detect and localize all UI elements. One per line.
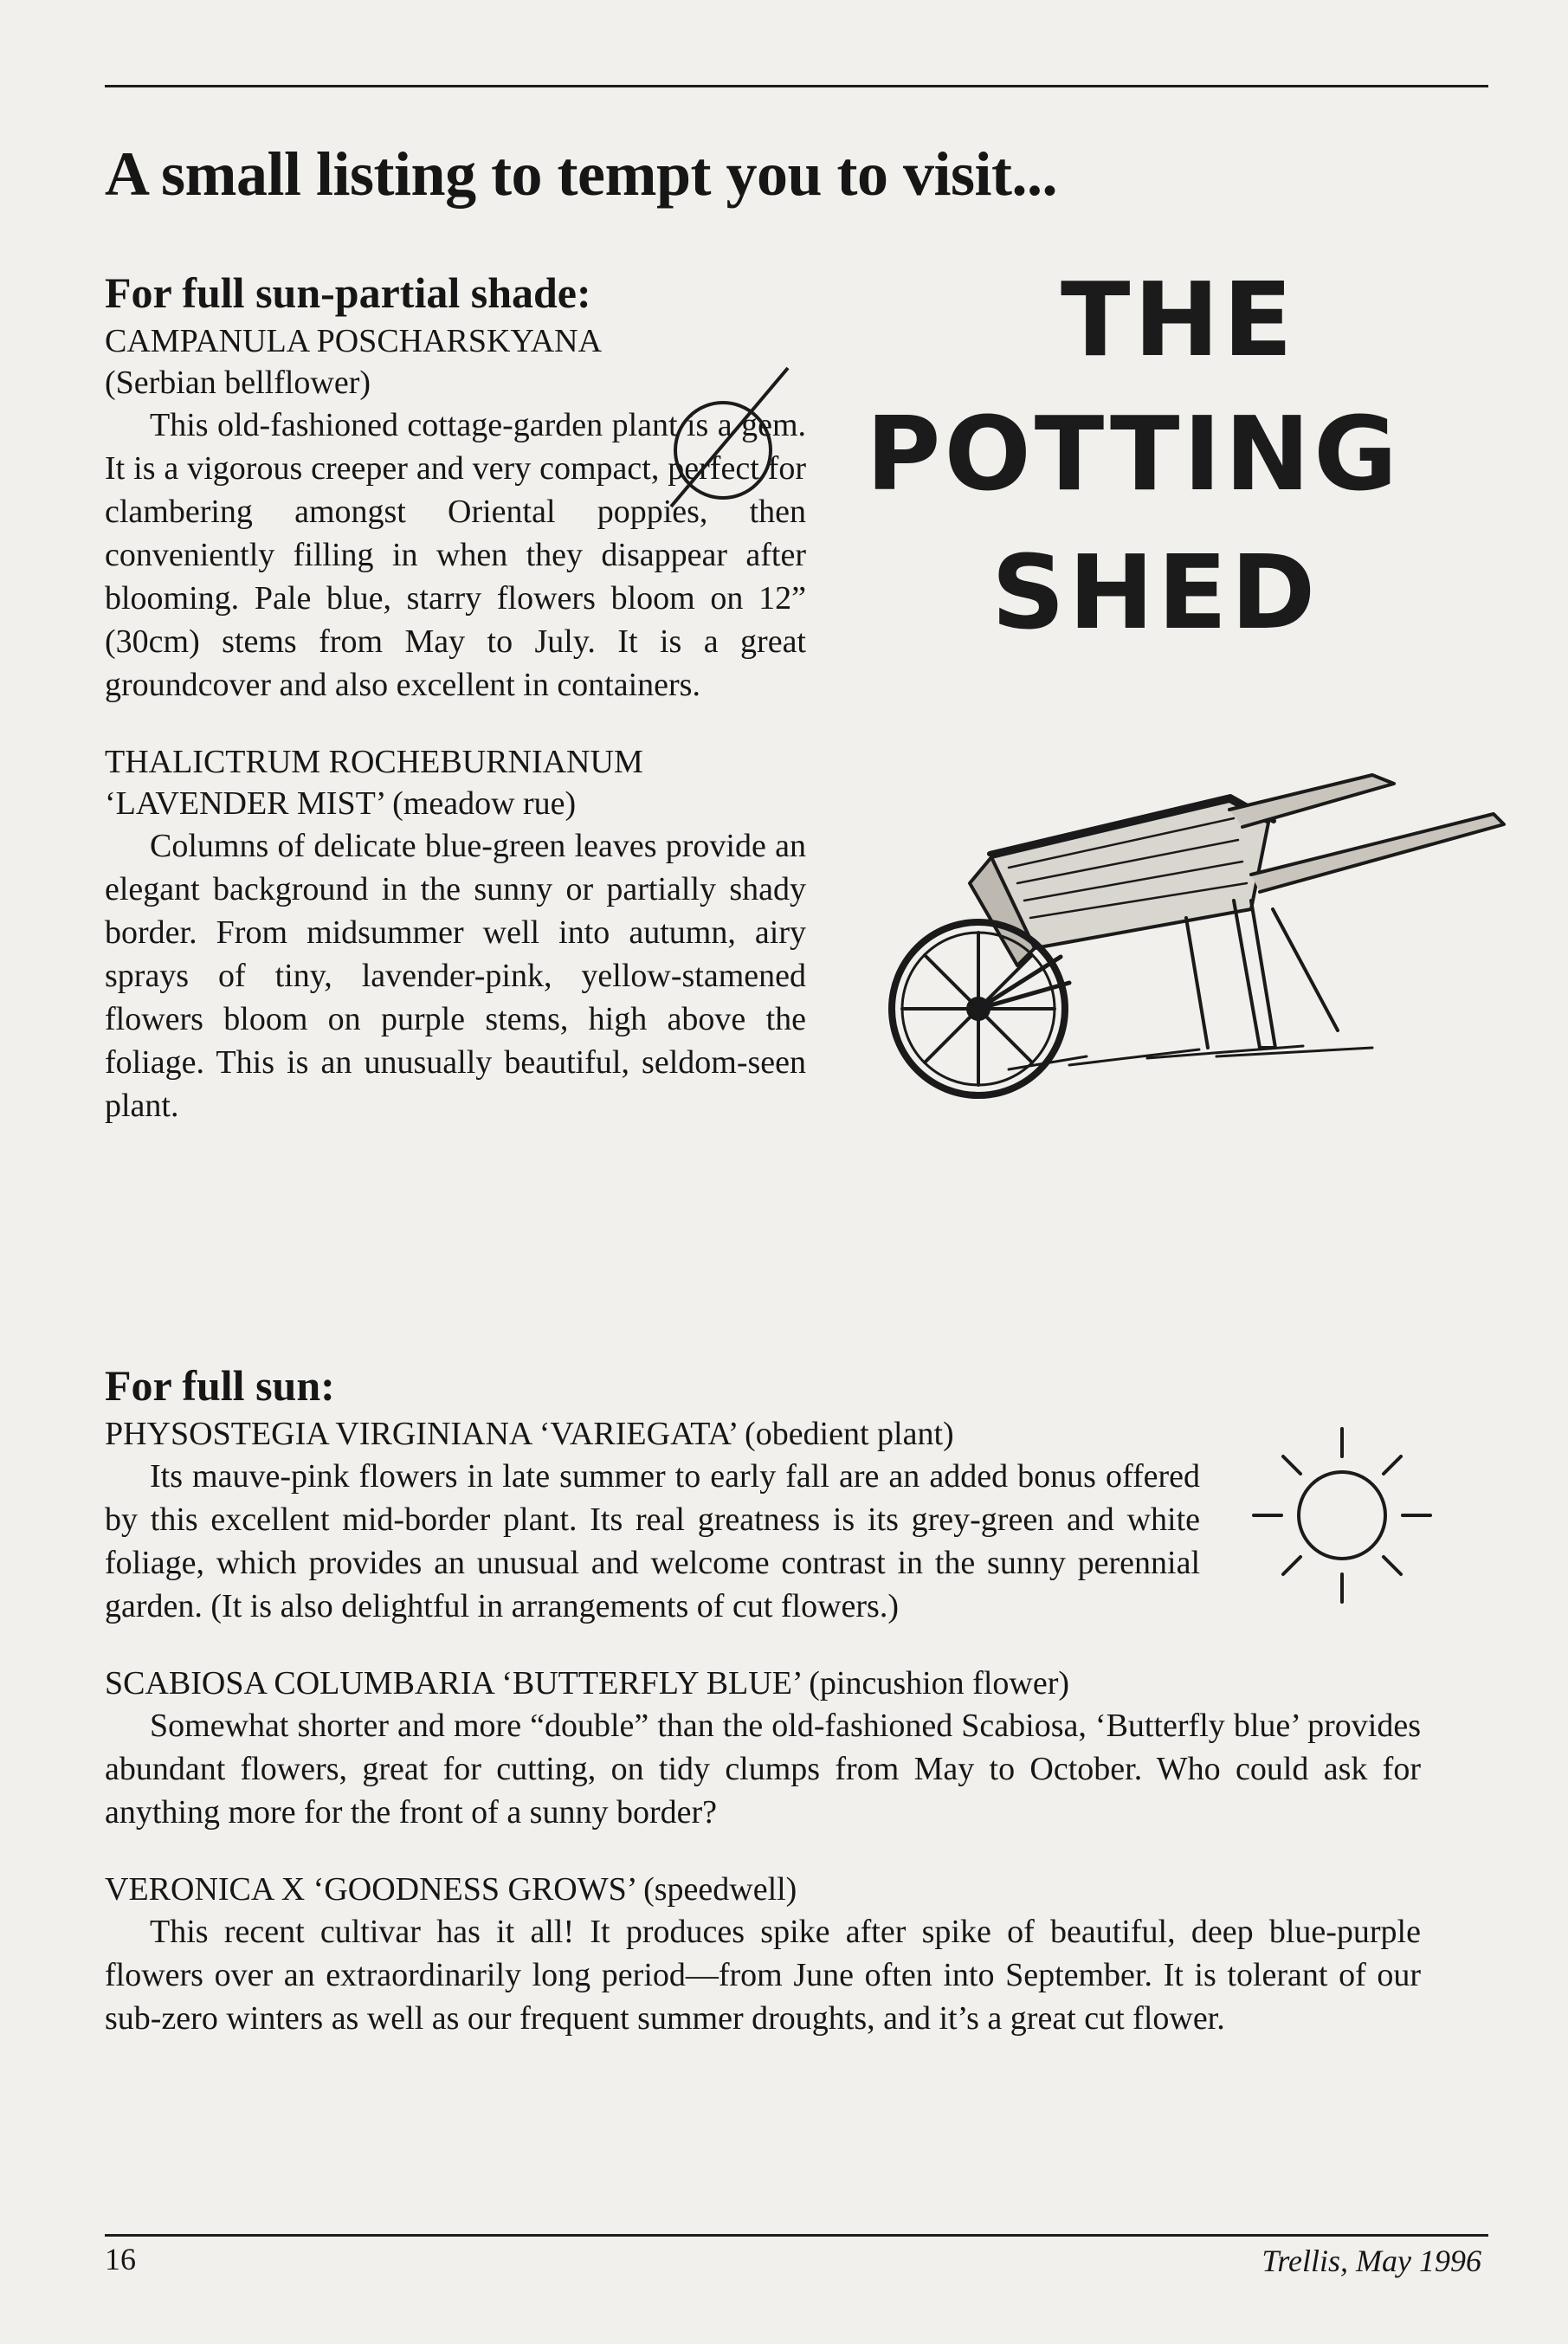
publication-title: Trellis, May 1996 xyxy=(1261,2244,1481,2278)
plant-entry xyxy=(105,1869,1421,2040)
plant-description: This old-fashioned cottage-garden plant is a gem. It is a vigorous creeper and very compact, perfect for clambering amongst Oriental poppies, then conveniently filling in when they disappear after blooming. Pale blue, starry flowers bloom on 12” (30cm) stems from May to July. It is a great groundcover and also excellent in containers. xyxy=(105,407,806,703)
plant-name: THALICTRUM ROCHEBURNIANUM ‘LAVENDER MIST’ (meadow rue) xyxy=(105,744,643,822)
sun-icon xyxy=(1247,1420,1437,1611)
null-sign-icon xyxy=(667,364,797,511)
section-heading: For full sun-partial shade: xyxy=(105,268,591,317)
wheelbarrow-icon xyxy=(887,771,1511,1134)
plant-entry xyxy=(105,741,806,1127)
plant-name: CAMPANULA POSCHARSKYANA (Serbian bellflower) xyxy=(105,323,600,401)
top-rule xyxy=(105,85,1488,87)
logo-line: SHED xyxy=(991,533,1320,652)
plant-description: This recent cultivar has it all! It produces spike after spike of beautiful, deep blue-purple flowers over an extraordinarily long period—from June often into September. It is tolerant of our sub-zero winters as well as our frequent summer droughts, and it’s a great cut flower. xyxy=(105,1914,1421,2037)
logo-line: THE xyxy=(1061,260,1296,379)
section-full-sun xyxy=(105,1359,1421,2040)
plant-name: VERONICA X ‘GOODNESS GROWS’ (speedwell) xyxy=(105,1871,797,1908)
plant-entry xyxy=(105,1663,1421,1834)
plant-description: Somewhat shorter and more “double” than the old-fashioned Scabiosa, ‘Butterfly blue’ provides abundant flowers, great for cutting, on tidy clumps from May to October. Who could ask for anything more for the front of a sunny border? xyxy=(105,1708,1421,1831)
logo-line: POTTING xyxy=(866,394,1401,513)
section-heading: For full sun: xyxy=(105,1361,335,1410)
plant-description: Columns of delicate blue-green leaves provide an elegant background in the sunny or partially shady border. From midsummer well into autumn, airy sprays of tiny, lavender-pink, yellow-stamened flowers bloom on purple stems, high above the foliage. This is an unusually beautiful, seldom-seen plant. xyxy=(105,828,806,1124)
page-headline: A small listing to tempt you to visit... xyxy=(105,139,1058,209)
plant-name: SCABIOSA COLUMBARIA ‘BUTTERFLY BLUE’ (pincushion flower) xyxy=(105,1665,1070,1701)
plant-description: Its mauve-pink flowers in late summer to early fall are an added bonus offered by this excellent mid-border plant. Its real greatness is its grey-green and white foliage, which provides an unusual and welcome contrast in the sunny perennial garden. (It is also delightful in arrangements of cut flowers.) xyxy=(105,1458,1200,1624)
plant-name: PHYSOSTEGIA VIRGINIANA ‘VARIEGATA’ (obedient plant) xyxy=(105,1416,954,1452)
page-number: 16 xyxy=(105,2242,136,2276)
bottom-rule xyxy=(105,2234,1488,2237)
plant-entry xyxy=(105,1413,1421,1628)
